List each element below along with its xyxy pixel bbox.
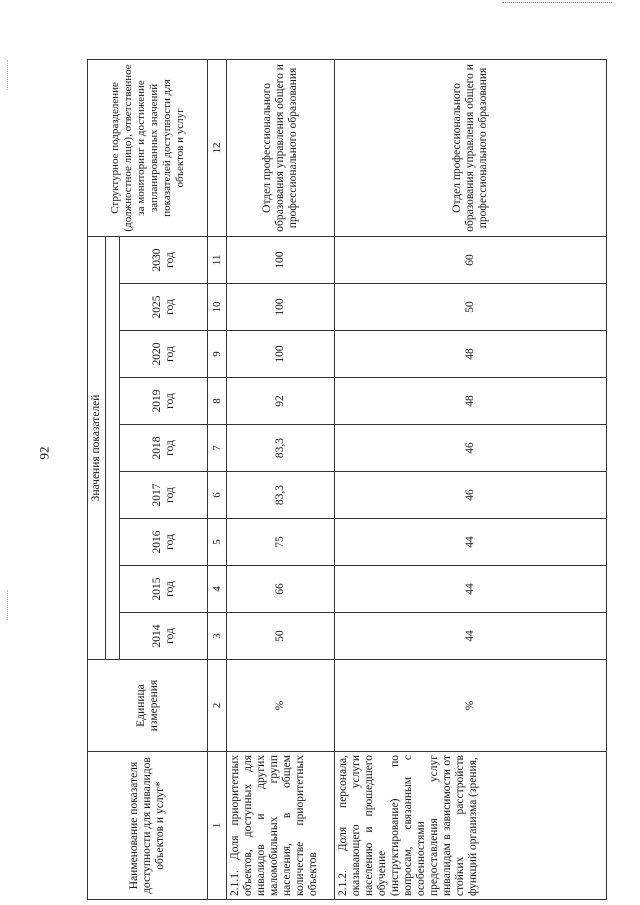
column-number: 7 (208, 425, 227, 472)
row-value: 83,3 (227, 425, 335, 472)
rotated-table-area (87, 60, 607, 900)
header-year: 2025 год (120, 284, 208, 331)
row-name: 2.1.1. Доля приоритетных объектов, доступных для инвалидов и других маломобильных групп населения, в общем количестве приоритетных объектов (227, 752, 335, 900)
row-value: 100 (227, 236, 335, 283)
table-row (335, 59, 607, 899)
row-value: 75 (227, 519, 335, 566)
header-year: 2030 год (120, 236, 208, 283)
row-responsible: Отдел профессионального образования управления общего и профессионального образования (227, 59, 335, 236)
header-year: 2017 год (120, 472, 208, 519)
column-number: 8 (208, 378, 227, 425)
header-year: 2014 год (120, 613, 208, 660)
scan-edge-mark (7, 590, 9, 620)
row-value: 92 (227, 378, 335, 425)
indicators-table (87, 59, 607, 900)
row-value: 46 (335, 472, 607, 519)
scan-edge-mark (7, 60, 9, 90)
row-unit: % (335, 660, 607, 752)
header-year: 2019 год (120, 378, 208, 425)
column-number: 10 (208, 284, 227, 331)
column-number: 9 (208, 331, 227, 378)
column-number: 1 (208, 752, 227, 900)
row-unit: % (227, 660, 335, 752)
row-value: 44 (335, 566, 607, 613)
row-responsible: Отдел профессионального образования управления общего и профессионального образования (335, 59, 607, 236)
column-number: 6 (208, 472, 227, 519)
header-year: 2020 год (120, 331, 208, 378)
row-value: 46 (335, 425, 607, 472)
header-values-group: Значения показателей (88, 236, 106, 659)
column-number: 3 (208, 613, 227, 660)
row-value: 48 (335, 378, 607, 425)
row-value: 50 (227, 613, 335, 660)
header-name: Наименование показателя доступности для инвалидов объектов и услуг* (88, 752, 208, 900)
row-value: 44 (335, 519, 607, 566)
row-name: 2.1.2. Доля персонала, оказывающего услуги населению и прошедшего обучение (инструктирование) по вопросам, связанным с особенностями предоставления услуг инвалидам в зависимости от стойких расстройств функций организма (зрения, (335, 752, 607, 900)
header-subgroup-blank (106, 236, 120, 659)
row-value: 44 (335, 613, 607, 660)
table-row (227, 59, 335, 899)
row-value: 50 (335, 284, 607, 331)
column-number: 4 (208, 566, 227, 613)
header-year: 2015 год (120, 566, 208, 613)
column-number: 11 (208, 236, 227, 283)
row-value: 100 (227, 331, 335, 378)
header-year: 2016 год (120, 519, 208, 566)
row-value: 83,3 (227, 472, 335, 519)
header-responsible: Структурное подразделение (должностное лицо), ответственное за мониторинг и достижение запланированных значений показателей доступности для объектов и услуг (88, 59, 208, 236)
row-value: 100 (227, 284, 335, 331)
header-year: 2018 год (120, 425, 208, 472)
page-number: 92 (36, 446, 52, 460)
row-value: 48 (335, 331, 607, 378)
header-unit: Единица измерения (88, 660, 208, 752)
top-edge-line (502, 2, 612, 3)
row-value: 66 (227, 566, 335, 613)
row-value: 60 (335, 236, 607, 283)
column-number: 2 (208, 660, 227, 752)
column-number: 12 (208, 59, 227, 236)
column-number: 5 (208, 519, 227, 566)
